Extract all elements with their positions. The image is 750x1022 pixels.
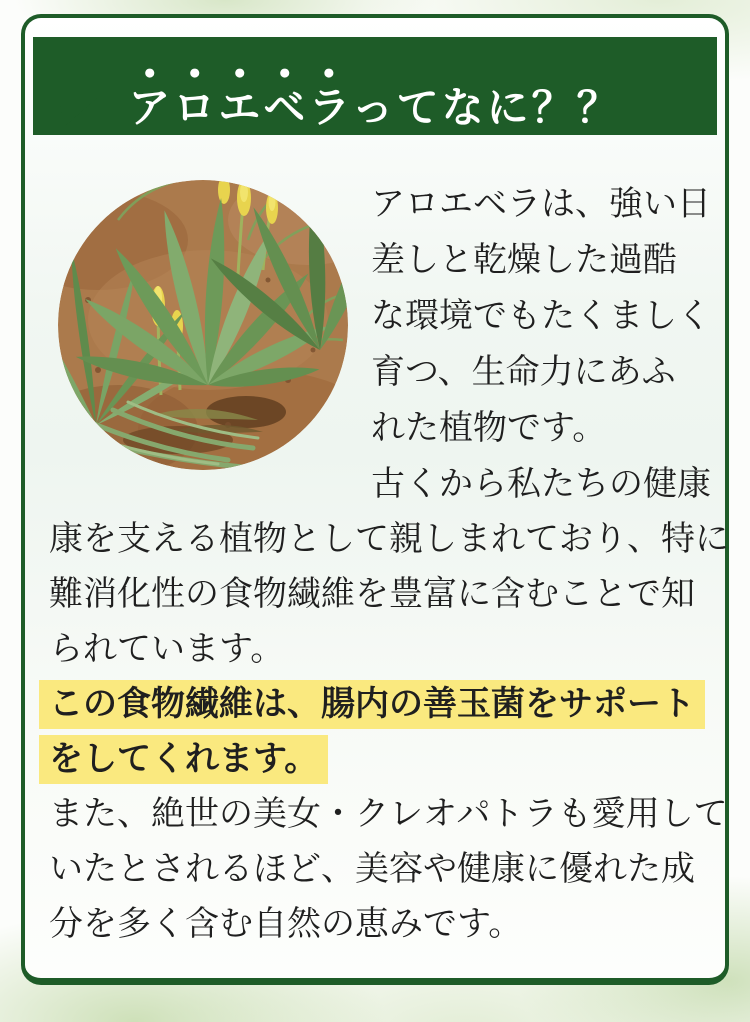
text-line: 分を多く含む自然の恵みです。 (49, 905, 523, 943)
highlight-marker: をしてくれます。 (39, 735, 328, 784)
page-title-rest: ってなに？？ (351, 84, 622, 131)
text-line: 古くから私たちの健康 (371, 465, 711, 503)
text-line: アロエベラは、強い日 (371, 185, 711, 223)
body-paragraph (49, 512, 729, 952)
page-title (128, 41, 621, 131)
text-line: いたとされるほど、美容や健康に優れた成 (49, 850, 695, 888)
text-line: 差しと乾燥した過酷 (371, 241, 677, 279)
intro-paragraph (371, 176, 723, 512)
aloe-field-illustration (58, 180, 348, 470)
text-line: 難消化性の食物繊維を豊富に含むことで知 (49, 575, 695, 613)
aloe-field-photo (58, 180, 348, 470)
highlighted-text-line (49, 677, 725, 732)
text-line: られています。 (49, 630, 285, 668)
text-line: 康を支える植物として親しまれており、特に (49, 520, 729, 558)
text-line: また、絶世の美女・クレオパトラも愛用して (49, 795, 728, 833)
title-banner (33, 37, 717, 135)
highlight-marker: この食物繊維は、腸内の善玉菌をサポート (39, 680, 705, 729)
text-line: 育つ、生命力にあふ (371, 353, 676, 391)
highlighted-text-line (49, 732, 725, 787)
text-line: な環境でもたくましく (371, 297, 711, 335)
page-title-emphasis: アロエベラ (128, 84, 352, 131)
text-line: れた植物です。 (371, 409, 607, 447)
